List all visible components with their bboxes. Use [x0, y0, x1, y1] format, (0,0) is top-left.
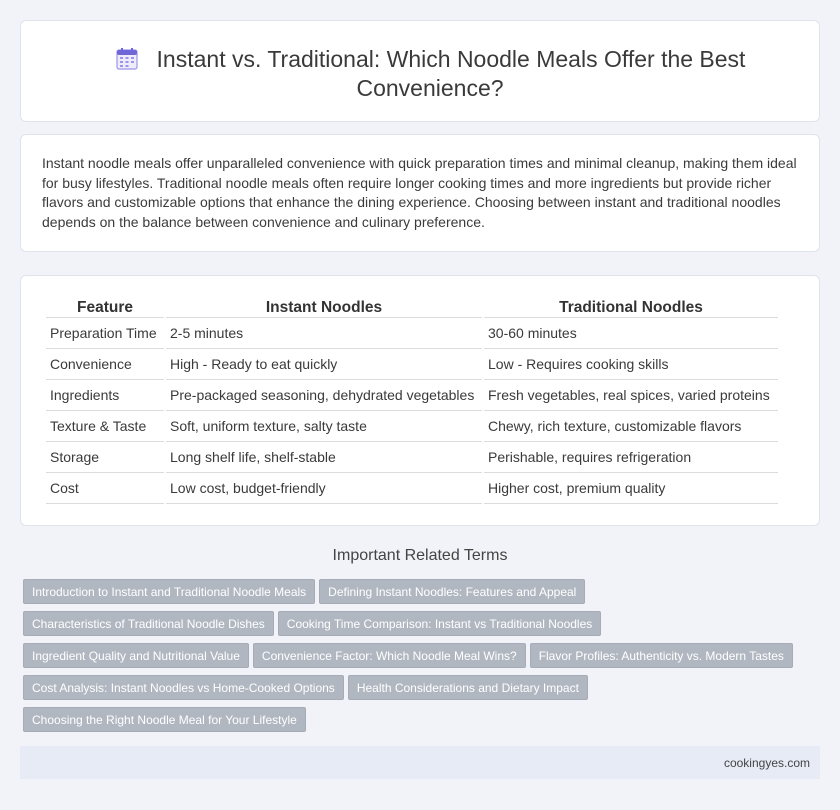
table-row	[46, 411, 778, 442]
related-term-tag[interactable]: Health Considerations and Dietary Impact	[348, 675, 588, 700]
cell-traditional: Fresh vegetables, real spices, varied proteins	[484, 380, 778, 411]
cell-traditional: Higher cost, premium quality	[484, 473, 778, 504]
cell-instant: 2-5 minutes	[166, 318, 482, 349]
header-feature: Feature	[46, 297, 164, 318]
header-instant: Instant Noodles	[166, 297, 482, 318]
related-term-tag[interactable]: Choosing the Right Noodle Meal for Your Lifestyle	[23, 707, 306, 732]
header-traditional: Traditional Noodles	[484, 297, 778, 318]
table-row	[46, 349, 778, 380]
table-header-row	[46, 297, 778, 318]
cell-traditional: Perishable, requires refrigeration	[484, 442, 778, 473]
cell-traditional: 30-60 minutes	[484, 318, 778, 349]
intro-paragraph: Instant noodle meals offer unparalleled convenience with quick preparation times and minimal cleanup, making them ideal for busy lifestyles. Traditional noodle meals often require longer cooking times and more ingredients but provide richer flavors and customizable options that enhance the dining experience. Choosing between instant and traditional noodles depends on the balance between convenience and culinary preference.	[42, 155, 797, 230]
cell-feature: Texture & Taste	[46, 411, 164, 442]
cell-feature: Ingredients	[46, 380, 164, 411]
comparison-card	[20, 275, 820, 526]
title-card	[20, 20, 820, 122]
page-title-wrap	[81, 45, 779, 103]
page-title: Instant vs. Traditional: Which Noodle Meals Offer the Best Convenience?	[156, 46, 746, 101]
related-term-tag[interactable]: Flavor Profiles: Authenticity vs. Modern Tastes	[530, 643, 793, 668]
cell-instant: Low cost, budget-friendly	[166, 473, 482, 504]
table-row	[46, 318, 778, 349]
related-term-tag[interactable]: Cooking Time Comparison: Instant vs Traditional Noodles	[278, 611, 601, 636]
cell-feature: Cost	[46, 473, 164, 504]
related-terms-heading: Important Related Terms	[332, 547, 508, 564]
cell-instant: Long shelf life, shelf-stable	[166, 442, 482, 473]
related-term-tag[interactable]: Characteristics of Traditional Noodle Dishes	[23, 611, 274, 636]
tag-row	[23, 675, 823, 707]
cell-traditional: Low - Requires cooking skills	[484, 349, 778, 380]
calendar-icon	[115, 48, 139, 70]
cell-traditional: Chewy, rich texture, customizable flavors	[484, 411, 778, 442]
footer	[20, 746, 820, 779]
cell-feature: Storage	[46, 442, 164, 473]
tag-row	[23, 611, 823, 643]
related-term-tag[interactable]: Ingredient Quality and Nutritional Value	[23, 643, 249, 668]
tag-row	[23, 707, 823, 739]
tag-row	[23, 643, 823, 675]
related-term-tag[interactable]: Defining Instant Noodles: Features and Appeal	[319, 579, 585, 604]
footer-site-name: cookingyes.com	[723, 756, 810, 770]
related-term-tag[interactable]: Cost Analysis: Instant Noodles vs Home-Cooked Options	[23, 675, 344, 700]
cell-instant: High - Ready to eat quickly	[166, 349, 482, 380]
related-term-tag[interactable]: Introduction to Instant and Traditional Noodle Meals	[23, 579, 315, 604]
table-row	[46, 473, 778, 504]
cell-feature: Preparation Time	[46, 318, 164, 349]
cell-feature: Convenience	[46, 349, 164, 380]
cell-instant: Pre-packaged seasoning, dehydrated vegetables	[166, 380, 482, 411]
related-term-tag[interactable]: Convenience Factor: Which Noodle Meal Wins?	[253, 643, 526, 668]
related-terms-list	[23, 579, 823, 739]
table-row	[46, 442, 778, 473]
tag-row	[23, 579, 823, 611]
comparison-table	[44, 297, 780, 504]
intro-card	[20, 134, 820, 252]
cell-instant: Soft, uniform texture, salty taste	[166, 411, 482, 442]
table-row	[46, 380, 778, 411]
